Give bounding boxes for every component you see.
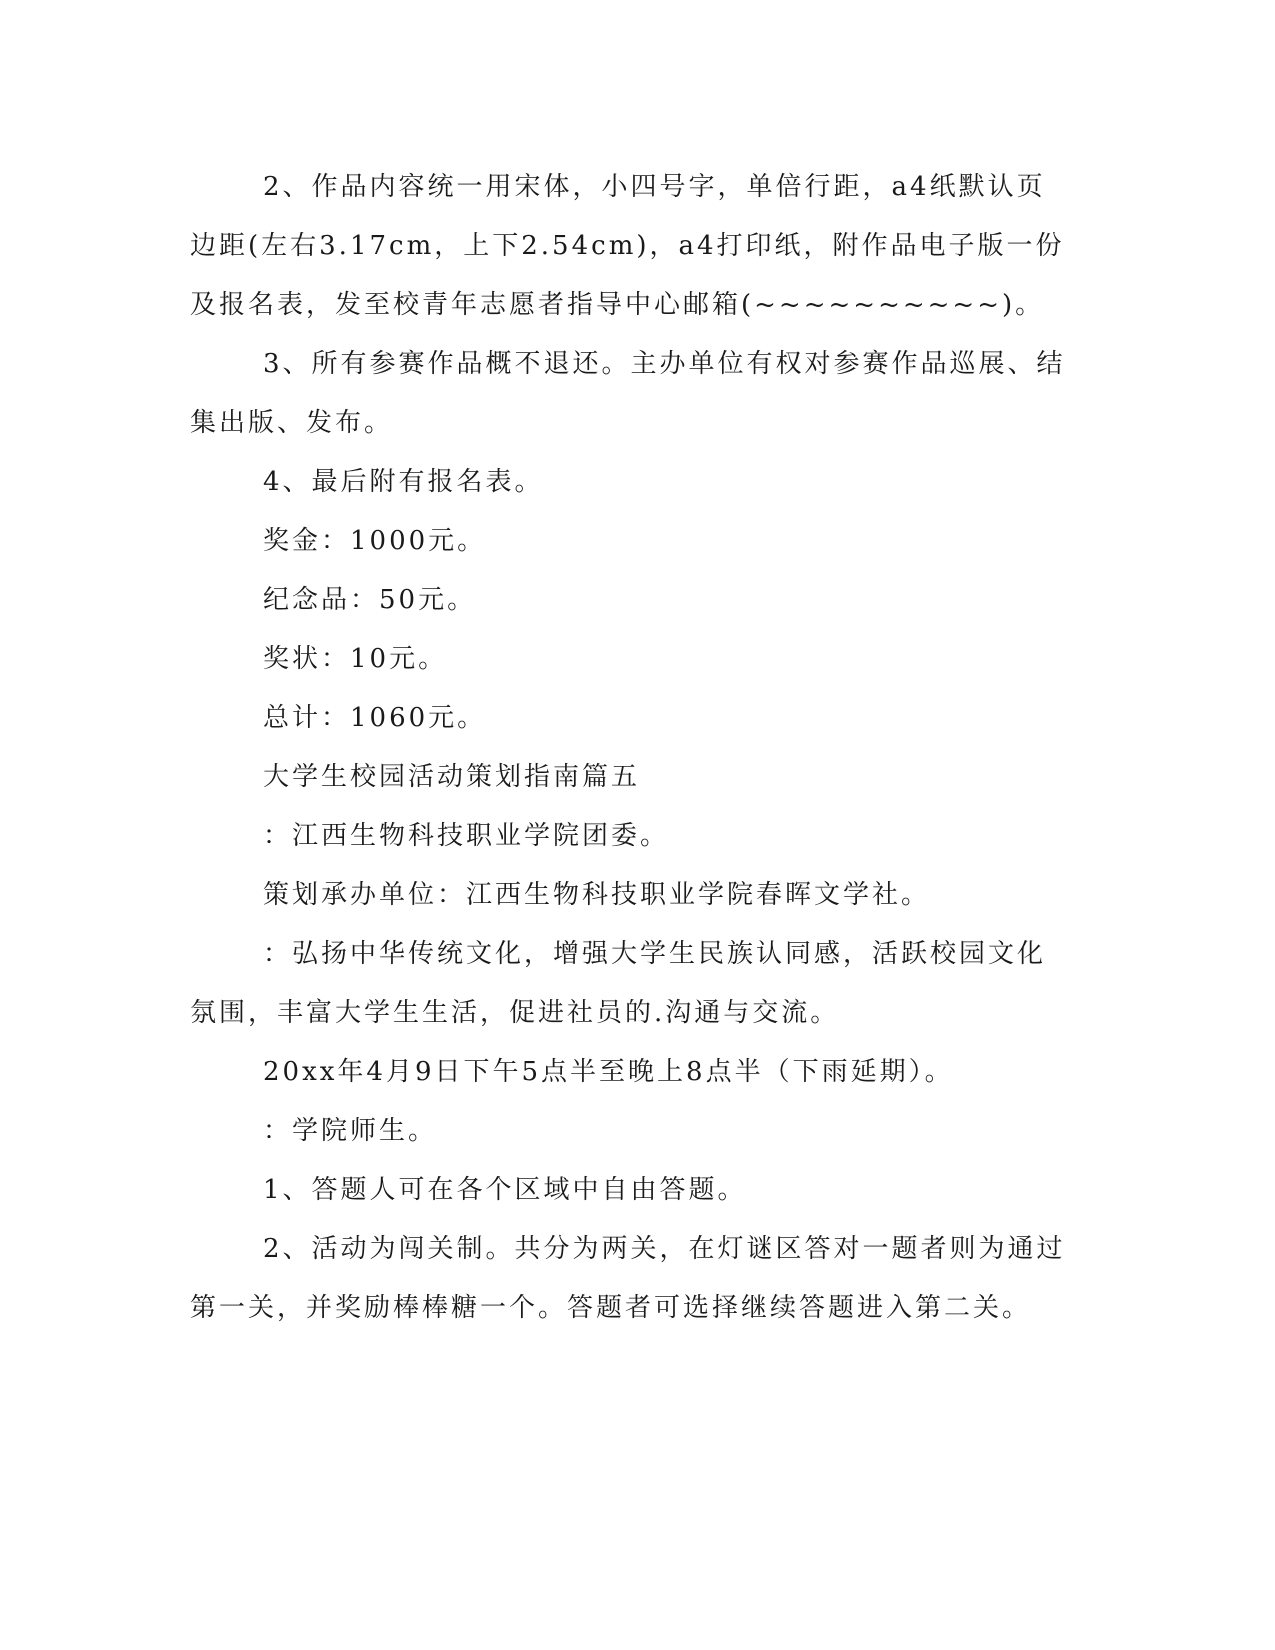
paragraph-submission-format: 2、作品内容统一用宋体，小四号字，单倍行距，a4纸默认页边距(左右3.17cm，上下2.54cm)，a4打印纸，附作品电子版一份及报名表，发至校青年志愿者指导中心邮箱(~~~~~~~~~~)。 <box>190 172 1065 320</box>
paragraph-purpose: ：弘扬中华传统文化，增强大学生民族认同感，活跃校园文化氛围，丰富大学生生活，促进社员的.沟通与交流。 <box>190 939 1047 1028</box>
paragraph-rule-2: 2、活动为闯关制。共分为两关，在灯谜区答对一题者则为通过第一关，并奖励棒棒糖一个。答题者可选择继续答题进入第二关。 <box>190 1234 1066 1323</box>
section-heading: 大学生校园活动策划指南篇五 <box>263 762 641 792</box>
paragraph-time: 20xx年4月9日下午5点半至晚上8点半（下雨延期）。 <box>263 1057 954 1087</box>
paragraph-organizer: ：江西生物科技职业学院团委。 <box>263 821 670 851</box>
paragraph-works-not-returned: 3、所有参赛作品概不退还。主办单位有权对参赛作品巡展、结集出版、发布。 <box>190 349 1066 438</box>
paragraph-souvenir: 纪念品：50元。 <box>263 585 477 615</box>
paragraph-participants: ：学院师生。 <box>263 1116 438 1146</box>
paragraph-total: 总计：1060元。 <box>263 703 487 733</box>
document-body <box>190 158 1070 1338</box>
paragraph-rule-1: 1、答题人可在各个区域中自由答题。 <box>263 1175 747 1205</box>
paragraph-prize-money: 奖金：1000元。 <box>263 526 487 556</box>
paragraph-host-unit: 策划承办单位：江西生物科技职业学院春晖文学社。 <box>263 880 931 910</box>
paragraph-certificate: 奖状：10元。 <box>263 644 448 674</box>
paragraph-registration-form: 4、最后附有报名表。 <box>263 467 544 497</box>
